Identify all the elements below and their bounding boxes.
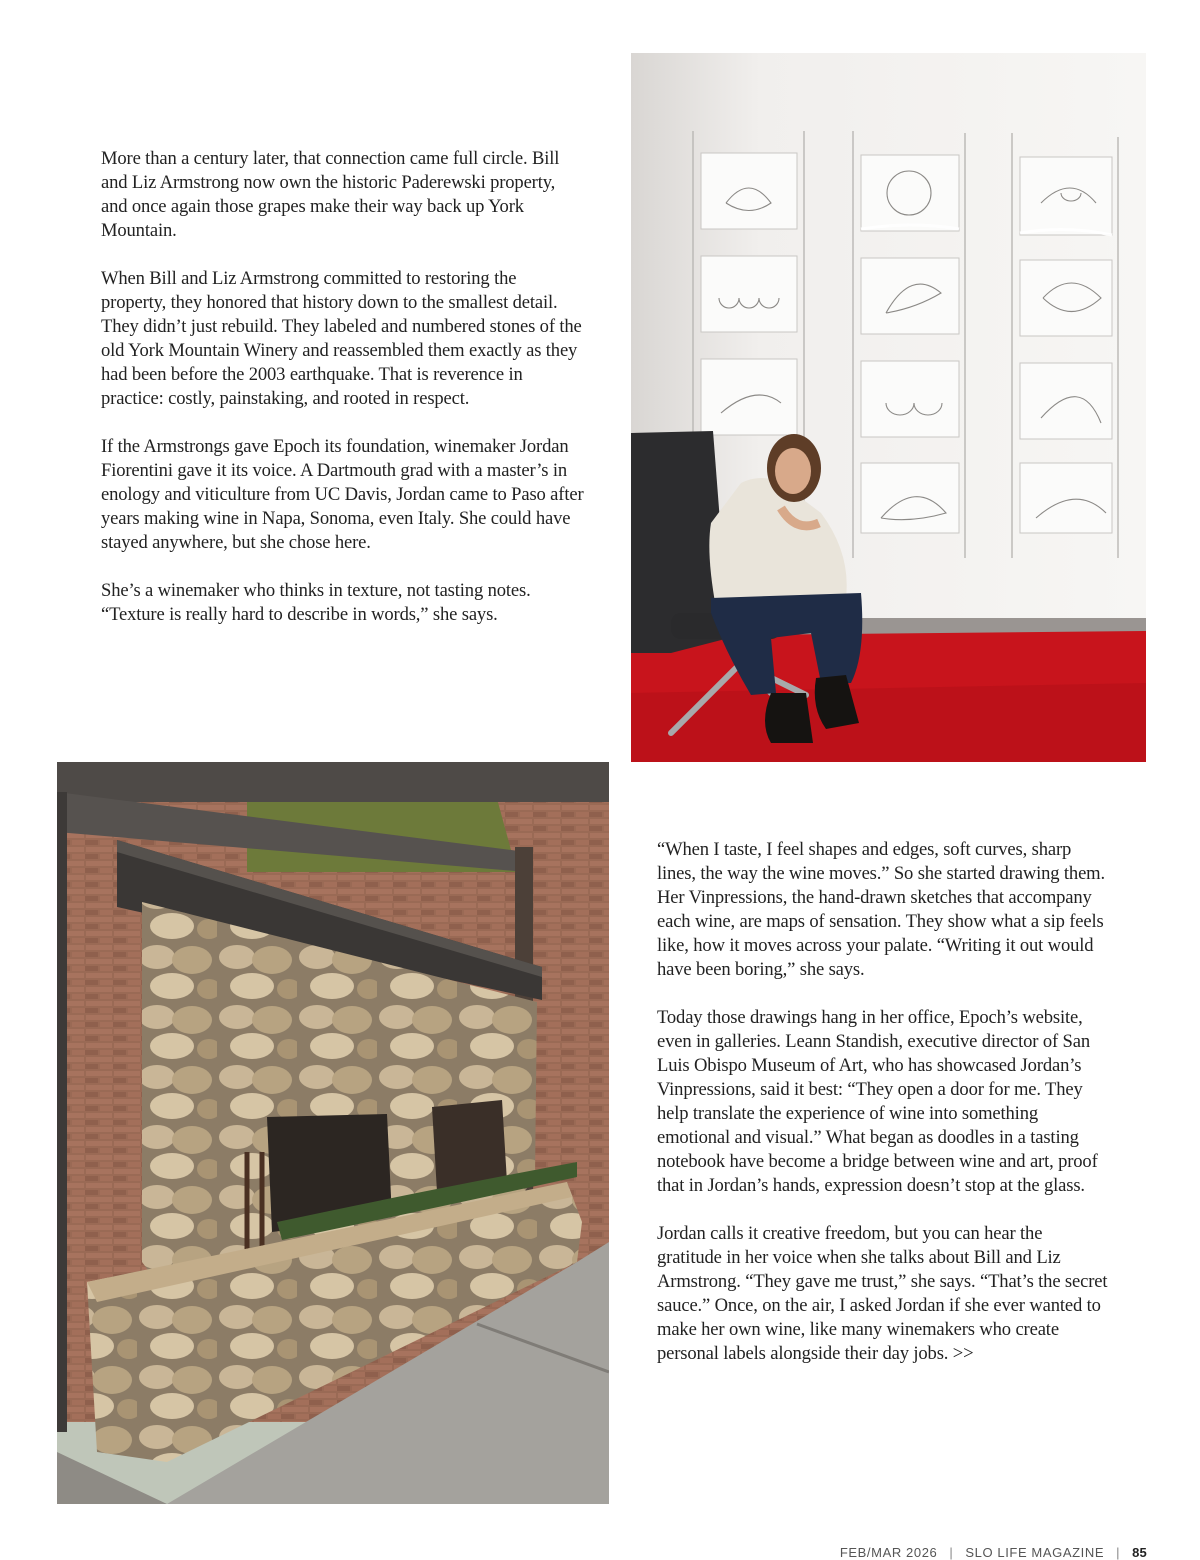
winemaker-office-photo <box>631 53 1146 762</box>
issue-date: FEB/MAR 2026 <box>839 1545 938 1560</box>
page-number: 85 <box>1132 1545 1147 1560</box>
footer-separator: | <box>949 1545 954 1560</box>
paragraph: When Bill and Liz Armstrong committed to restoring the property, they honored that history down to the smallest detail. They didn’t just rebuild. They labeled and numbered stones of the old York Mountain Winery and reassembled them exactly as they had been before the 2003 earthquake. That is reverence in practice: costly, painstaking, and rooted in respect. <box>101 268 582 409</box>
article-column-left <box>101 147 585 627</box>
paragraph: More than a century later, that connection came full circle. Bill and Liz Armstrong now own the historic Paderewski property, and once again those grapes make their way back up York Mountain. <box>101 148 560 241</box>
paragraph: If the Armstrongs gave Epoch its foundation, winemaker Jordan Fiorentini gave it its voice. A Dartmouth grad with a master’s in enology and viticulture from UC Davis, Jordan came to Paso after years making wine in Napa, Sonoma, even Italy. She could have stayed anywhere, but she chose here. <box>101 436 584 553</box>
paragraph: Jordan calls it creative freedom, but you can hear the gratitude in her voice when she talks about Bill and Liz Armstrong. “They gave me trust,” she says. “That’s the secret sauce.” Once, on the air, I asked Jordan if she ever wanted to make her own wine, like many winemakers who create personal labels alongside their day jobs. >> <box>657 1223 1108 1364</box>
paragraph: “When I taste, I feel shapes and edges, soft curves, sharp lines, the way the wine moves.” So she started drawing them. Her Vinpressions, the hand-drawn sketches that accompany each wine, are maps of sensation. They show what a sip feels like, how it moves across your palate. “Writing it out would have been boring,” she says. <box>657 839 1105 980</box>
paragraph: She’s a winemaker who thinks in texture, not tasting notes. “Texture is really hard to describe in words,” she says. <box>101 580 531 625</box>
footer-separator: | <box>1116 1545 1121 1560</box>
paragraph: Today those drawings hang in her office, Epoch’s website, even in galleries. Leann Standish, executive director of San Luis Obispo Museum of Art, who has showcased Jordan’s Vinpressions, said it best: “They open a door for me. They help translate the experience of wine into something emotional and visual.” What began as doodles in a tasting notebook have become a bridge between wine and art, proof that in Jordan’s hands, expression doesn’t stop at the glass. <box>657 1007 1098 1196</box>
publication-name: SLO LIFE MAGAZINE <box>965 1545 1105 1560</box>
stone-fireplace-photo <box>57 762 609 1504</box>
article-column-right <box>657 838 1109 1366</box>
